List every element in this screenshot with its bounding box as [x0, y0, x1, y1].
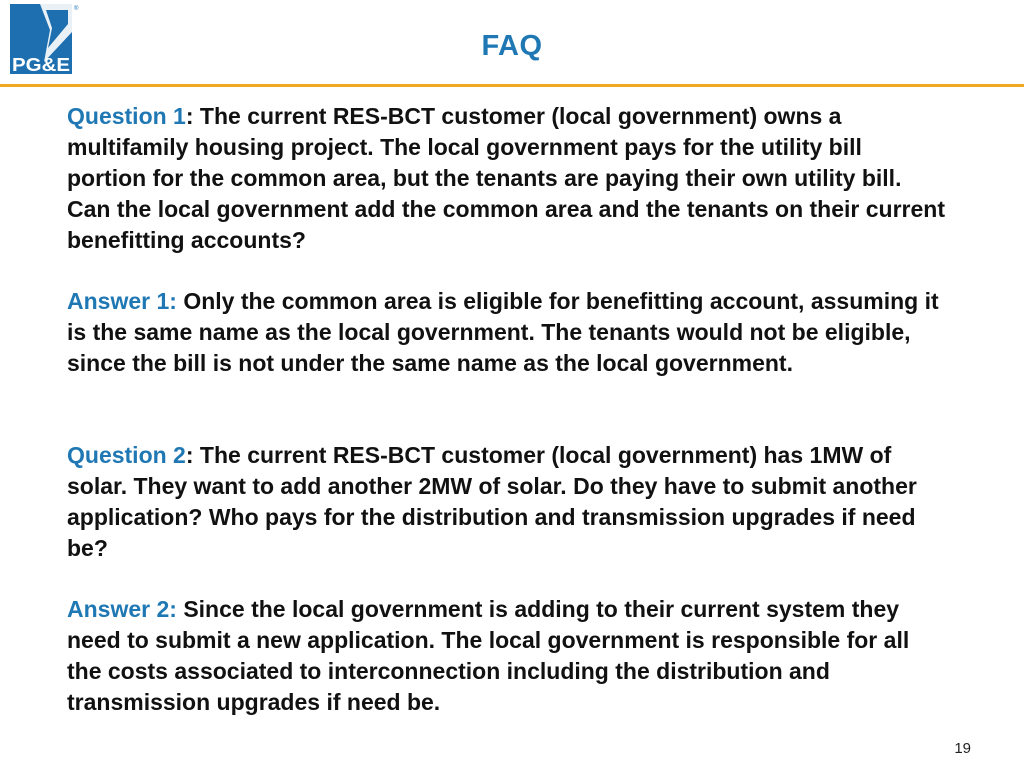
answer-1: [67, 286, 947, 379]
logo-text: PG&E: [12, 55, 70, 75]
question-2-text: : The current RES-BCT customer (local government) has 1MW of solar. They want to add another 2MW of solar. Do they have to submit another application? Who pays for the distribution and transmission upgrades if need be?: [67, 442, 917, 561]
page-number: 19: [954, 740, 971, 757]
question-1-label: Question 1: [67, 103, 186, 129]
faq-content: [67, 101, 947, 718]
header-divider: [0, 84, 1024, 87]
answer-2: [67, 594, 947, 718]
page-title: FAQ: [481, 30, 543, 62]
question-1: [67, 101, 947, 256]
question-2-label: Question 2: [67, 442, 186, 468]
question-2: [67, 440, 947, 564]
answer-2-text: Since the local government is adding to their current system they need to submit a new application. The local government is responsible for all the costs associated to interconnection including the distribution and transmission upgrades if need be.: [67, 596, 910, 715]
question-1-text: : The current RES-BCT customer (local government) owns a multifamily housing project. The local government pays for the utility bill portion for the common area, but the tenants are paying their own utility bill. Can the local government add the common area and the tenants on their current benefitting accounts?: [67, 103, 945, 253]
svg-text:®: ®: [74, 6, 79, 12]
answer-1-label: Answer 1:: [67, 288, 177, 314]
answer-1-text: Only the common area is eligible for benefitting account, assuming it is the same name as the local government. The tenants would not be eligible, since the bill is not under the same name as the local government.: [67, 288, 939, 376]
answer-2-label: Answer 2:: [67, 596, 177, 622]
